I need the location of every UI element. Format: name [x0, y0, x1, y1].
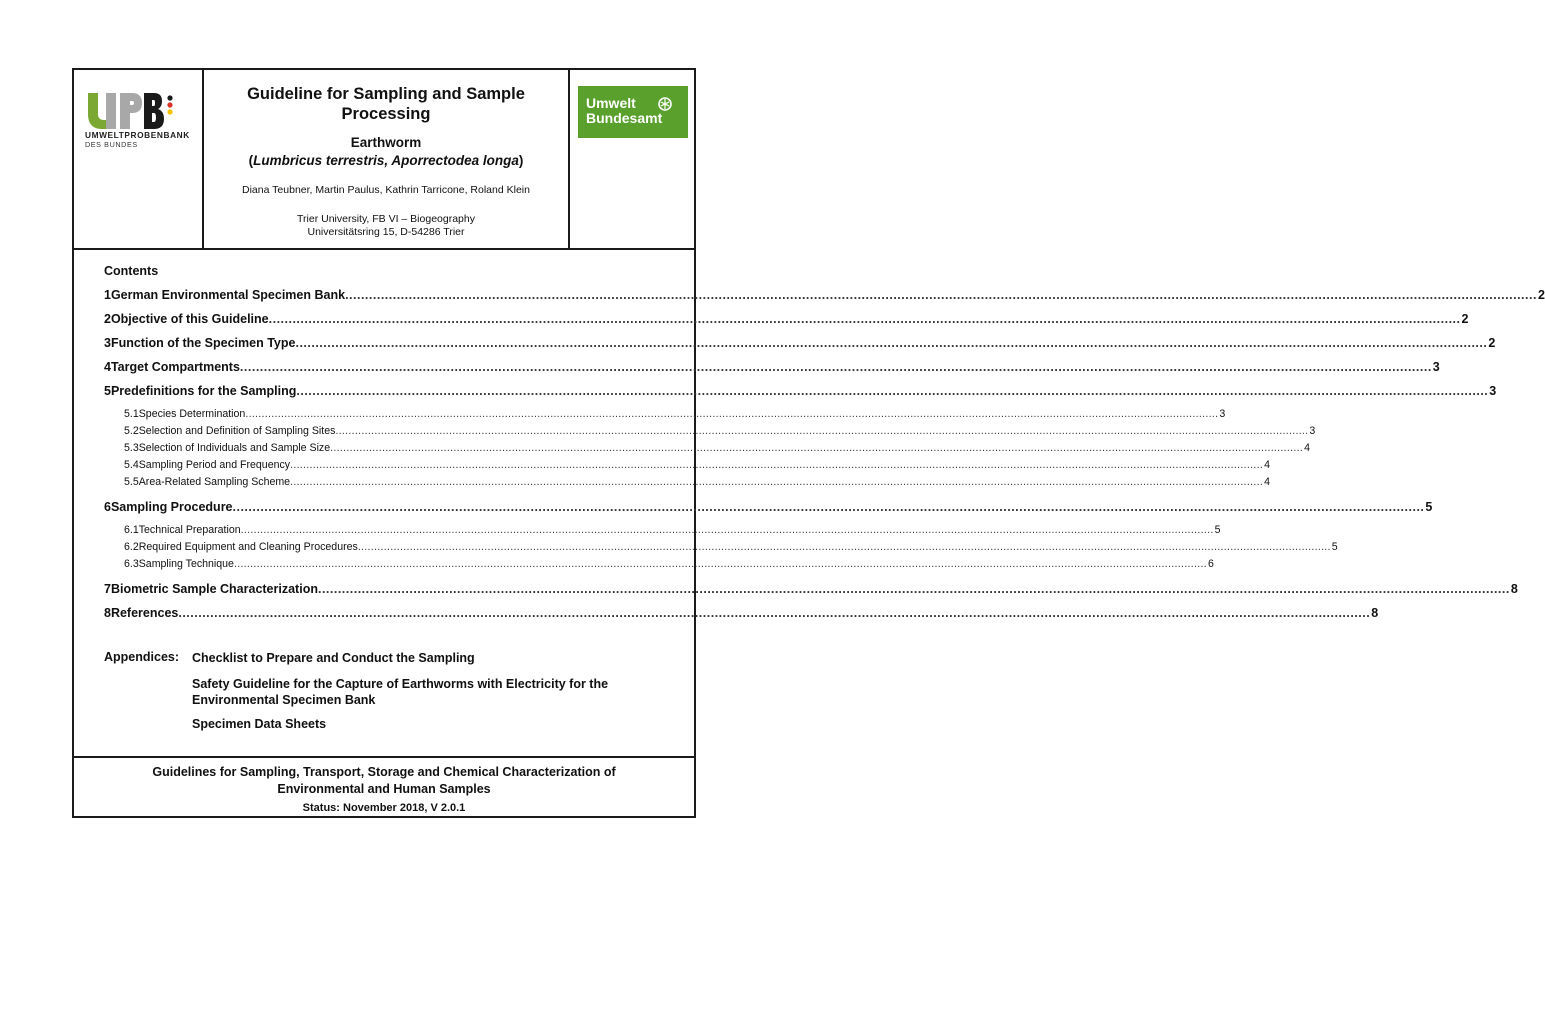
- authors: Diana Teubner, Martin Paulus, Kathrin Tarricone, Roland Klein: [242, 184, 530, 196]
- toc-entry-title: Area-Related Sampling Scheme: [138, 476, 291, 488]
- toc-entry-page: 4: [1264, 476, 1270, 488]
- document-page: [72, 68, 1545, 818]
- uba-logo-cell: [568, 70, 696, 248]
- uba-logo-line1: Umwelt: [586, 95, 636, 111]
- series-title: [74, 764, 694, 798]
- species-latin-line: (Lumbricus terrestris, Aporrectodea longa): [248, 153, 524, 168]
- toc-entry-number: 6: [104, 500, 111, 514]
- toc-dot-leader: ............................................................................................................................................................................................................................................................................................................: [290, 476, 1264, 488]
- appendix-item: Checklist to Prepare and Conduct the Sampling: [192, 651, 475, 665]
- toc-dot-leader: ............................................................................................................................................................................................................................................................................................................: [317, 582, 1510, 596]
- toc-entry-title: Sampling Procedure: [110, 500, 233, 514]
- toc-entry-number: 1: [104, 288, 111, 302]
- species-common: Earthworm: [350, 135, 422, 150]
- toc-entry[interactable]: [104, 425, 1316, 441]
- toc-entry[interactable]: [104, 442, 1311, 458]
- toc-entry-page: 3: [1309, 425, 1316, 437]
- toc-entry-number: 2: [104, 312, 111, 326]
- toc-entry-page: 8: [1510, 582, 1518, 596]
- toc-entry-page: 3: [1489, 384, 1497, 398]
- toc-entry[interactable]: [104, 524, 1221, 540]
- toc-entry-page: 2: [1537, 288, 1545, 302]
- upb-name: UMWELTPROBENBANK: [85, 130, 190, 140]
- species-block: [204, 134, 568, 170]
- uba-logo-line2: Bundesamt: [586, 110, 663, 126]
- toc-entry-page: 5: [1331, 541, 1338, 553]
- toc-entry-page: 3: [1432, 360, 1440, 374]
- toc-entry-title: Biometric Sample Characterization: [110, 582, 318, 596]
- toc-entry-title: References: [110, 606, 179, 620]
- toc-entry-number: 6.2: [124, 541, 139, 553]
- status-line: Status: November 2018, V 2.0.1: [302, 802, 466, 814]
- institution: [204, 213, 568, 239]
- toc-entry-title: Objective of this Guideline: [110, 312, 269, 326]
- toc-dot-leader: ............................................................................................................................................................................................................................................................................................................: [240, 524, 1214, 536]
- toc-entry-number: 7: [104, 582, 111, 596]
- toc-entry-title: Sampling Technique: [138, 558, 234, 570]
- toc-entry[interactable]: [104, 476, 1270, 492]
- toc-dot-leader: ............................................................................................................................................................................................................................................................................................................: [296, 384, 1489, 398]
- toc-entry-page: 3: [1219, 408, 1226, 420]
- toc-dot-leader: ............................................................................................................................................................................................................................................................................................................: [178, 606, 1371, 620]
- title-cell: [204, 70, 568, 248]
- toc-entry[interactable]: [104, 312, 1469, 328]
- toc-entry-number: 5.1: [124, 408, 139, 420]
- toc-entry-title: Technical Preparation: [138, 524, 241, 536]
- toc-dot-leader: ............................................................................................................................................................................................................................................................................................................: [268, 312, 1461, 326]
- toc-entry-number: 5.5: [124, 476, 139, 488]
- toc-entry[interactable]: [104, 384, 1497, 400]
- toc-entry-page: 5: [1214, 524, 1221, 536]
- toc-dot-leader: ............................................................................................................................................................................................................................................................................................................: [357, 541, 1331, 553]
- uba-emblem-icon: [658, 97, 672, 111]
- toc-entry-page: 2: [1488, 336, 1496, 350]
- toc-entry-title: Sampling Period and Frequency: [138, 459, 291, 471]
- toc-dot-leader: ............................................................................................................................................................................................................................................................................................................: [239, 360, 1432, 374]
- toc-entry-title: German Environmental Specimen Bank: [110, 288, 346, 302]
- toc-entry-title: Function of the Specimen Type: [110, 336, 296, 350]
- institution-line2: Universitätsring 15, D-54286 Trier: [307, 226, 465, 238]
- toc-dot-leader: ............................................................................................................................................................................................................................................................................................................: [330, 442, 1304, 454]
- appendix-item: Safety Guideline for the Capture of Earthworms with Electricity for the Environmental Specimen Bank: [192, 677, 609, 707]
- toc-entry[interactable]: [104, 558, 1214, 574]
- toc-entry-title: Target Compartments: [110, 360, 240, 374]
- toc-dot-leader: ............................................................................................................................................................................................................................................................................................................: [295, 336, 1488, 350]
- toc-entry-page: 4: [1304, 442, 1311, 454]
- toc-entry-title: Selection of Individuals and Sample Size: [138, 442, 331, 454]
- toc-entry[interactable]: [104, 582, 1518, 598]
- toc-entry-page: 5: [1425, 500, 1433, 514]
- upb-logo-cell: [74, 70, 204, 248]
- toc-entry-number: 5.3: [124, 442, 139, 454]
- toc-entry[interactable]: [104, 408, 1226, 424]
- toc-entry[interactable]: [104, 541, 1338, 557]
- toc-entry-title: Selection and Definition of Sampling Sites: [138, 425, 336, 437]
- toc-entry-page: 2: [1461, 312, 1469, 326]
- toc-dot-leader: ............................................................................................................................................................................................................................................................................................................: [233, 558, 1207, 570]
- appendix-item: Specimen Data Sheets: [192, 717, 327, 731]
- toc-entry[interactable]: [104, 336, 1496, 352]
- title-block: [74, 70, 694, 250]
- series-title-line2: Environmental and Human Samples: [277, 782, 491, 796]
- toc-dot-leader: ............................................................................................................................................................................................................................................................................................................: [335, 425, 1309, 437]
- series-title-line1: Guidelines for Sampling, Transport, Storage and Chemical Characterization of: [152, 765, 616, 779]
- toc-dot-leader: ............................................................................................................................................................................................................................................................................................................: [290, 459, 1264, 471]
- toc-entry-page: 8: [1371, 606, 1379, 620]
- toc-entry[interactable]: [104, 288, 1545, 304]
- toc-entry-number: 5: [104, 384, 111, 398]
- institution-line1: Trier University, FB VI – Biogeography: [297, 213, 475, 225]
- toc-entry[interactable]: [104, 459, 1270, 475]
- toc-entry-page: 6: [1207, 558, 1214, 570]
- toc-entry-title: Predefinitions for the Sampling: [110, 384, 297, 398]
- toc-dot-leader: ............................................................................................................................................................................................................................................................................................................: [232, 500, 1425, 514]
- upb-subname: DES BUNDES: [85, 140, 138, 149]
- toc-entry-title: Species Determination: [138, 408, 246, 420]
- toc-entry[interactable]: [104, 500, 1433, 516]
- toc-entry-number: 6.1: [124, 524, 139, 536]
- toc-dot-leader: ............................................................................................................................................................................................................................................................................................................: [345, 288, 1537, 302]
- toc-dot-leader: ............................................................................................................................................................................................................................................................................................................: [245, 408, 1219, 420]
- uba-logo: [578, 86, 688, 138]
- toc-entry-number: 8: [104, 606, 111, 620]
- contents-heading: Contents: [104, 264, 159, 278]
- series-footer: [74, 756, 694, 820]
- toc-entry-number: 6.3: [124, 558, 139, 570]
- document-title: Guideline for Sampling and Sample Processing: [247, 85, 525, 123]
- toc-entry-title: Required Equipment and Cleaning Procedures: [138, 541, 358, 553]
- toc-entry[interactable]: [104, 360, 1440, 376]
- toc-entry-number: 5.4: [124, 459, 139, 471]
- toc-entry-number: 4: [104, 360, 111, 374]
- toc-entry-number: 5.2: [124, 425, 139, 437]
- toc-entry-page: 4: [1264, 459, 1270, 471]
- species-latin: Lumbricus terrestris, Aporrectodea longa: [253, 153, 519, 168]
- toc-entry-number: 3: [104, 336, 111, 350]
- appendices-label: Appendices:: [104, 650, 180, 664]
- toc-entry[interactable]: [104, 606, 1379, 622]
